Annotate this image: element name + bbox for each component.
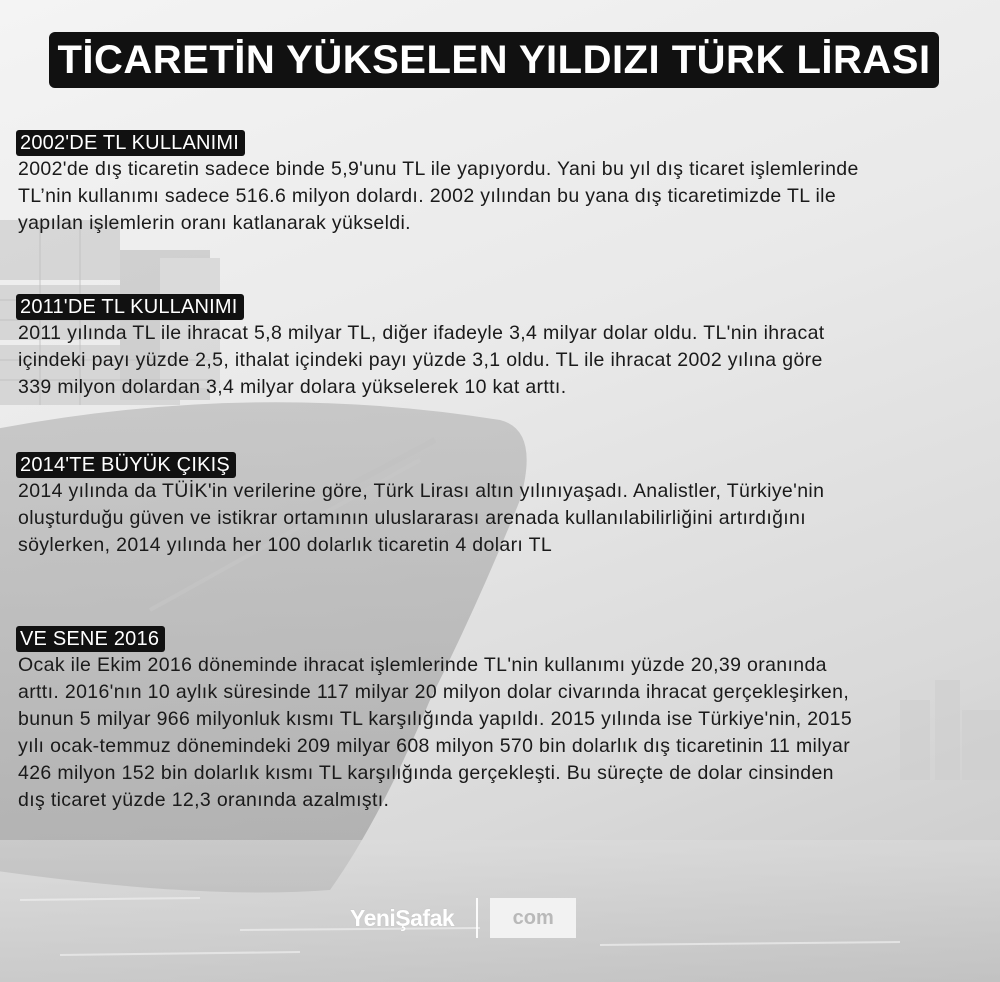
- body-line: 2002'de dış ticaretin sadece binde 5,9'unu TL ile yapıyordu. Yani bu yıl dış ticaret işlemlerinde: [18, 158, 859, 180]
- body-line: yılı ocak-temmuz dönemindeki 209 milyar 608 milyon 570 bin dolarlık dış ticaretinin 11 milyar: [18, 735, 851, 757]
- logo-name: YeniŞafak: [350, 904, 455, 931]
- body-line: 2014 yılında da TÜİK'in verilerine göre, Türk Lirası altın yılınıyaşadı. Analistler, Türkiye'nin: [18, 480, 825, 502]
- body-line: oluşturduğu güven ve istikrar ortamının uluslararası arenada kullanılabilirliğini artırdığını: [18, 507, 807, 529]
- logo-divider: [476, 898, 478, 938]
- yenisafak-logo: [350, 898, 576, 938]
- section-body: [16, 478, 986, 559]
- body-line: içindeki payı yüzde 2,5, ithalat içindeki payı yüzde 3,1 oldu. TL ile ihracat 2002 yılına göre: [18, 349, 823, 371]
- body-line: söylerken, 2014 yılında her 100 dolarlık ticaretin 4 doları TL: [18, 534, 553, 556]
- section-2014: [16, 452, 986, 559]
- section-heading: 2014'TE BÜYÜK ÇIKIŞ: [16, 452, 236, 478]
- body-line: yapılan işlemlerin oranı katlanarak yükseldi.: [18, 212, 411, 234]
- body-line: 339 milyon dolardan 3,4 milyar dolara yükselerek 10 kat arttı.: [18, 376, 567, 398]
- section-heading: 2002'DE TL KULLANIMI: [16, 130, 245, 156]
- section-body: [16, 156, 986, 237]
- body-line: 426 milyon 152 bin dolarlık kısmı TL karşılığında gerçekleşti. Bu süreçte de dolar cinsinden: [18, 762, 834, 784]
- page-title: TİCARETİN YÜKSELEN YILDIZI TÜRK LİRASI: [49, 32, 939, 88]
- body-line: bunun 5 milyar 966 milyonluk kısmı TL karşılığında yapıldı. 2015 yılında ise Türkiye'nin, 2015: [18, 708, 853, 730]
- body-line: 2011 yılında TL ile ihracat 5,8 milyar TL, diğer ifadeyle 3,4 milyar dolar oldu. TL'nin ihracat: [18, 322, 825, 344]
- logo-com-badge: com: [490, 898, 576, 938]
- body-line: Ocak ile Ekim 2016 döneminde ihracat işlemlerinde TL'nin kullanımı yüzde 20,39 oranında: [18, 654, 827, 676]
- section-2011: [16, 294, 986, 401]
- section-2016: [16, 626, 986, 814]
- body-line: arttı. 2016'nın 10 aylık süresinde 117 milyar 20 milyon dolar civarında ihracat gerçekleşirken,: [18, 681, 850, 703]
- section-body: [16, 320, 986, 401]
- body-line: dış ticaret yüzde 12,3 oranında azalmıştı.: [18, 789, 390, 811]
- section-heading: 2011'DE TL KULLANIMI: [16, 294, 244, 320]
- section-body: [16, 652, 986, 814]
- section-heading: VE SENE 2016: [16, 626, 165, 652]
- section-2002: [16, 130, 986, 237]
- body-line: TL’nin kullanımı sadece 516.6 milyon dolardı. 2002 yılından bu yana dış ticaretimizde TL ile: [18, 185, 837, 207]
